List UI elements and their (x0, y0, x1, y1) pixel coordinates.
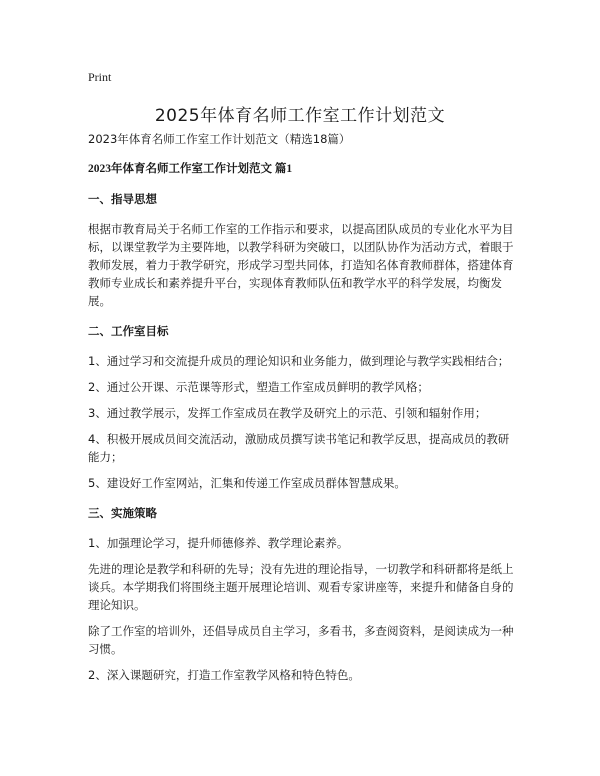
paragraph: 根据市教育局关于名师工作室的工作指示和要求，以提高团队成员的专业化水平为目标，以课堂教学为主要阵地，以教学科研为突破口，以团队协作为活动方式，着眼于教师发展，着力于教学研究，形成学习型共同体，打造知名体育教师群体，搭建体育教师专业成长和素养提升平台，实现体育教师队伍和教学水平的科学发展，均衡发展。 (88, 222, 514, 308)
print-link[interactable]: Print (88, 70, 112, 84)
paragraph: 4、积极开展成员间交流活动，激励成员撰写读书笔记和教学反思，提高成员的教研能力； (88, 432, 510, 464)
paragraph: 3、通过教学展示，发挥工作室成员在教学及研究上的示范、引领和辐射作用； (88, 406, 487, 420)
article-title: 2023年体育名师工作室工作计划范文 篇1 (88, 163, 293, 175)
paragraph: 2、深入课题研究，打造工作室教学风格和特色特色。 (88, 668, 360, 682)
section-heading: 三、实施策略 (88, 506, 157, 520)
section-heading: 二、工作室目标 (88, 324, 169, 338)
paragraph: 1、通过学习和交流提升成员的理论知识和业务能力，做到理论与教学实践相结合； (88, 354, 510, 368)
section-heading: 一、指导思想 (88, 192, 157, 206)
paragraph: 5、建设好工作室网站，汇集和传递工作室成员群体智慧成果。 (88, 476, 406, 490)
paragraph: 除了工作室的培训外，还倡导成员自主学习，多看书，多查阅资料，是阅读成为一种习惯。 (88, 624, 514, 656)
subtitle: 2023年体育名师工作室工作计划范文（精选18篇） (88, 132, 351, 146)
paragraph: 1、加强理论学习，提升师德修养、教学理论素养。 (88, 536, 349, 550)
paragraph: 2、通过公开课、示范课等形式，塑造工作室成员鲜明的教学风格； (88, 380, 429, 394)
page-title: 2025年体育名师工作室工作计划范文 (154, 106, 446, 126)
paragraph: 先进的理论是教学和科研的先导；没有先进的理论指导，一切教学和科研都将是纸上谈兵。本学期我们将围绕主题开展理论培训、观看专家讲座等，来提升和储备自身的理论知识。 (88, 562, 514, 612)
document-body (88, 130, 520, 684)
